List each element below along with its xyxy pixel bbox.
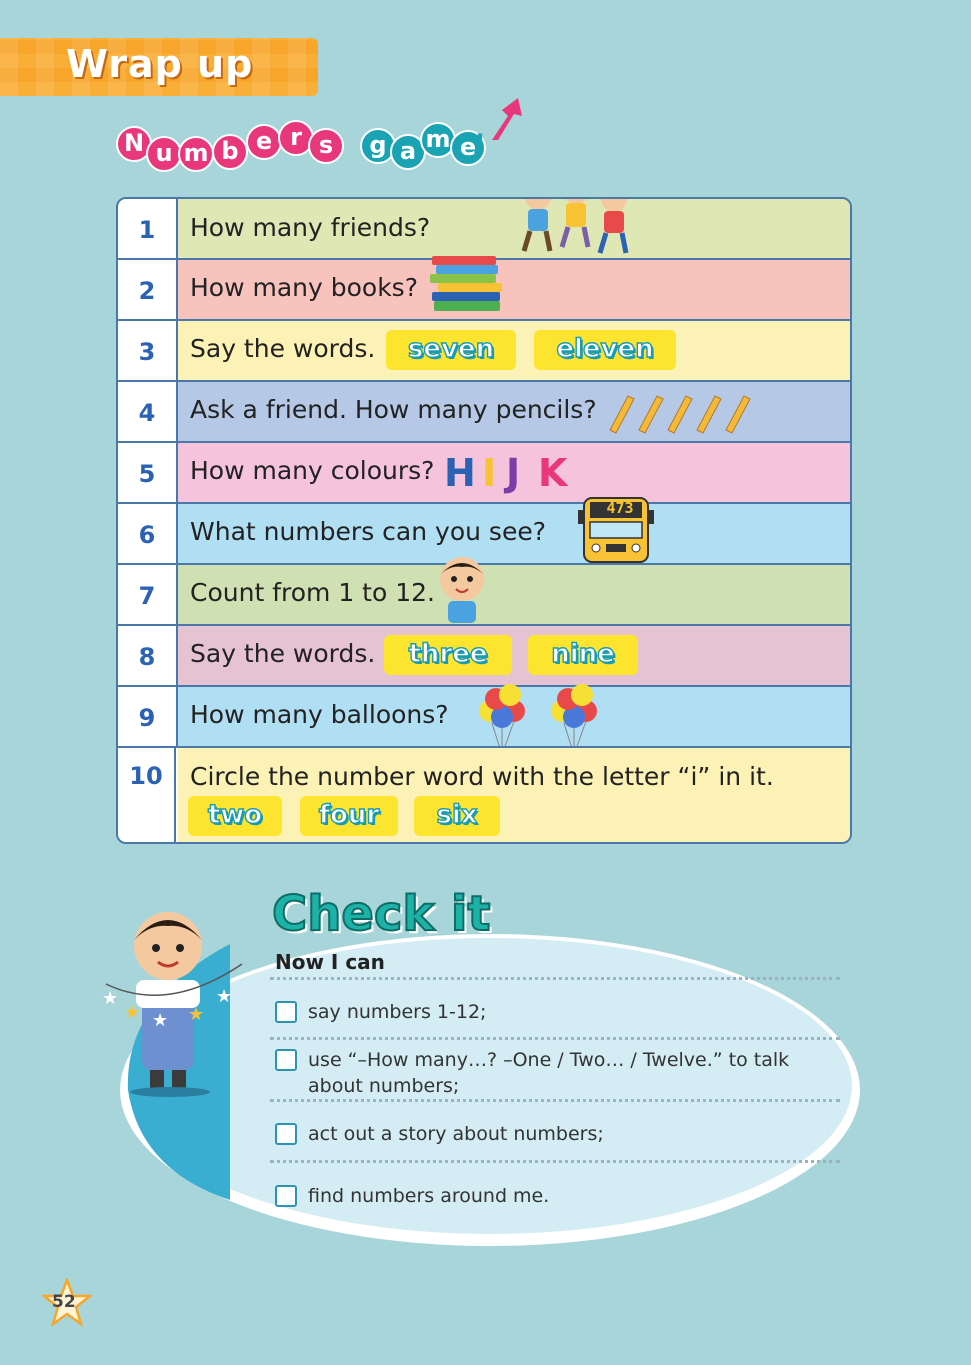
row-number: 4 <box>118 382 178 443</box>
numbers-game-table <box>116 197 852 844</box>
svg-text:★: ★ <box>216 986 233 1007</box>
row-number: 3 <box>118 321 178 382</box>
word-chip: four <box>300 796 398 836</box>
bus-number: 473 <box>606 499 634 517</box>
title-letter: r <box>278 120 314 156</box>
svg-text:★: ★ <box>152 1010 169 1031</box>
checklist-item <box>275 1121 825 1147</box>
checklist-item <box>275 1047 825 1099</box>
word-chip: nine <box>528 635 638 675</box>
table-row <box>118 382 850 443</box>
pencils-icon <box>606 390 758 434</box>
row-cell <box>178 748 850 842</box>
check-it-title: Check it <box>272 886 491 942</box>
pointer-icon <box>484 94 524 144</box>
letter-h: H <box>444 451 476 495</box>
title-letter: N <box>116 126 152 162</box>
letter-i: I <box>482 451 497 495</box>
table-row <box>118 748 850 842</box>
row-number: 6 <box>118 504 178 565</box>
row-cell <box>178 443 850 504</box>
table-row <box>118 321 850 382</box>
title-letter: m <box>178 136 214 172</box>
title-letter: e <box>246 124 282 160</box>
row-number: 1 <box>118 199 178 260</box>
page-number: 52 <box>52 1292 76 1312</box>
question-text: How many books? <box>190 273 418 302</box>
letter-j: J <box>506 451 521 495</box>
question-text: Circle the number word with the letter “i” in it. <box>190 762 774 791</box>
checklist-item <box>275 1183 825 1209</box>
checkbox[interactable] <box>275 1123 297 1145</box>
dotted-divider <box>270 1037 840 1040</box>
books-icon <box>426 252 512 320</box>
title-letter: e <box>450 130 486 166</box>
title-letter: u <box>146 136 182 172</box>
row-cell <box>178 260 850 321</box>
table-row <box>118 199 850 260</box>
friends-icon <box>516 197 636 259</box>
question-text: Ask a friend. How many pencils? <box>190 395 597 424</box>
title-letter: b <box>212 134 248 170</box>
boy-icon <box>434 551 504 625</box>
title-letter: m <box>420 122 456 158</box>
numbers-game-title <box>116 118 536 174</box>
row-cell <box>178 499 850 565</box>
checklist-text: act out a story about numbers; <box>308 1123 604 1145</box>
dotted-divider <box>270 1160 840 1163</box>
checklist-text: use “–How many…? –One / Two… / Twelve.” to talk about numbers; <box>308 1049 790 1097</box>
row-cell <box>178 382 850 443</box>
row-cell <box>178 687 850 748</box>
row-number: 2 <box>118 260 178 321</box>
question-text: How many friends? <box>190 213 431 242</box>
word-chip: three <box>384 635 512 675</box>
word-chip: two <box>188 796 282 836</box>
table-row <box>118 443 850 504</box>
dotted-divider <box>270 977 840 980</box>
checkbox[interactable] <box>275 1001 297 1023</box>
question-text: Say the words. <box>190 639 376 668</box>
checkbox[interactable] <box>275 1049 297 1071</box>
svg-text:★: ★ <box>102 988 119 1009</box>
dotted-divider <box>270 1099 840 1102</box>
question-text: How many colours? <box>190 456 435 485</box>
table-row <box>118 260 850 321</box>
row-cell <box>178 321 850 382</box>
row-cell <box>178 199 850 260</box>
title-letter: s <box>308 128 344 164</box>
question-text: Count from 1 to 12. <box>190 578 435 607</box>
table-row <box>118 687 850 748</box>
title-letter: g <box>360 128 396 164</box>
question-text: Say the words. <box>190 334 376 363</box>
table-row <box>118 626 850 687</box>
row-number: 9 <box>118 687 178 748</box>
svg-text:★: ★ <box>188 1004 205 1025</box>
row-number: 10 <box>118 748 176 842</box>
title-letter: ! <box>474 129 486 157</box>
letter-k: K <box>538 451 568 495</box>
question-text: How many balloons? <box>190 700 449 729</box>
checklist-text: say numbers 1-12; <box>308 1001 487 1023</box>
question-text: What numbers can you see? <box>190 517 546 546</box>
now-i-can-label: Now I can <box>275 950 385 974</box>
row-cell <box>178 565 850 626</box>
svg-text:★: ★ <box>124 1002 141 1023</box>
word-chip: eleven <box>534 330 676 370</box>
checklist-item <box>275 999 825 1025</box>
word-chip: seven <box>386 330 516 370</box>
row-number: 5 <box>118 443 178 504</box>
word-chip: six <box>414 796 500 836</box>
boy-with-stars-icon <box>96 904 256 1104</box>
banner-title: Wrap up <box>66 42 254 86</box>
checklist-text: find numbers around me. <box>308 1185 550 1207</box>
row-cell <box>178 626 850 687</box>
title-letter: a <box>390 134 426 170</box>
row-number: 8 <box>118 626 178 687</box>
table-row <box>118 565 850 626</box>
row-number: 7 <box>118 565 178 626</box>
checkbox[interactable] <box>275 1185 297 1207</box>
